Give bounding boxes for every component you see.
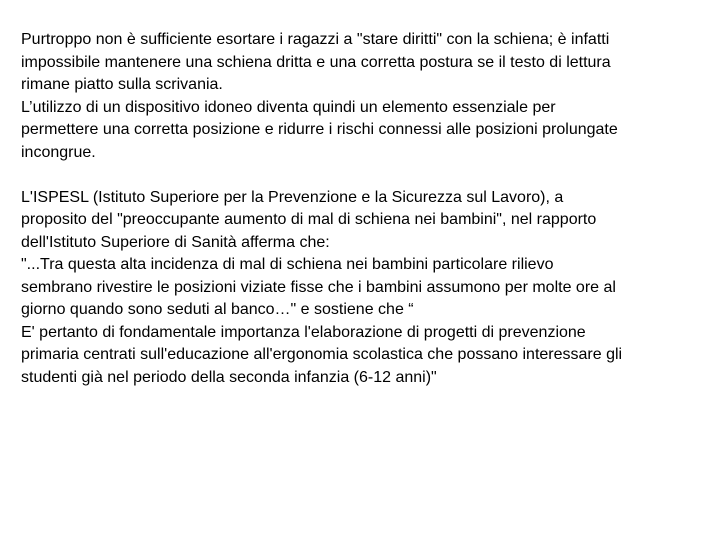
text-line: studenti già nel periodo della seconda infanzia (6-12 anni)"	[21, 368, 437, 386]
text-line: primaria centrati sull'educazione all'ergonomia scolastica che possano interessare gli	[21, 346, 623, 363]
paragraph-gap	[21, 164, 711, 187]
text-line: dell'Istituto Superiore di Sanità afferma che:	[21, 233, 330, 251]
text-line: "...Tra questa alta incidenza di mal di schiena nei bambini particolare rilievo	[21, 256, 554, 273]
text-line: impossibile mantenere una schiena dritta e una corretta postura se il testo di lettura	[21, 53, 611, 71]
text-line: Purtroppo non è sufficiente esortare i ragazzi a "stare diritti" con la schiena; è infatti	[21, 31, 610, 48]
text-line: L’utilizzo di un dispositivo idoneo diventa quindi un elemento essenziale per	[21, 98, 556, 116]
text-line: rimane piatto sulla scrivania.	[21, 76, 223, 93]
text-line: proposito del "preoccupante aumento di mal di schiena nei bambini", nel rapporto	[21, 211, 597, 228]
paragraph-2	[21, 187, 711, 390]
paragraph-1	[21, 29, 711, 164]
text-line: incongrue.	[21, 143, 96, 161]
text-line: sembrano rivestire le posizioni viziate fisse che i bambini assumono per molte ore al	[21, 278, 616, 296]
body-text	[21, 29, 711, 389]
text-line: permettere una corretta posizione e ridurre i rischi connessi alle posizioni prolungate	[21, 121, 618, 138]
text-line: L'ISPESL (Istituto Superiore per la Prevenzione e la Sicurezza sul Lavoro), a	[21, 188, 564, 206]
text-line: giorno quando sono seduti al banco…" e sostiene che “	[21, 301, 414, 318]
text-line: E' pertanto di fondamentale importanza l'elaborazione di progetti di prevenzione	[21, 323, 586, 341]
